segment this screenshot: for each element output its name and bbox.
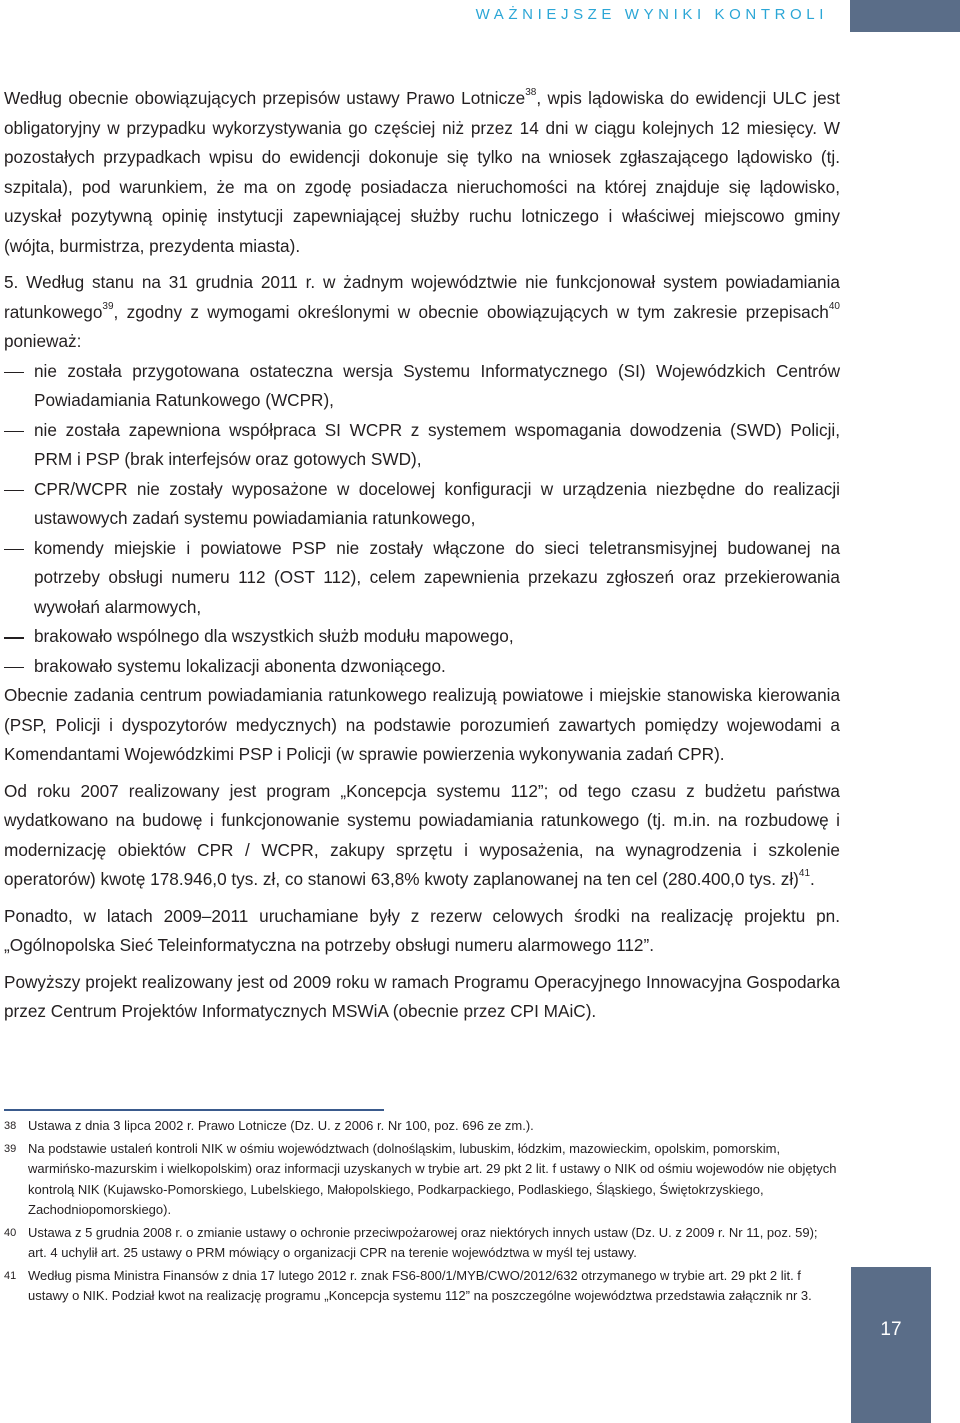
text: , wpis lądowiska do ewidencji ULC jest obligatoryjny w przypadku wykorzystywania go częściej niż przez 14 dni w ciągu kolejnych 12 miesięcy. W pozostałych przypadkach wpisu do ewidencji dokonuje się tylko na wniosek zgłaszającego lądowisko (tj. szpitala), pod warunkiem, że ma on zgodę posiadacza nieruchomości na której znajduje się lądowisko, uzyskał pozytywną opinię instytucji zapewniającej służby ruchu lotniczego i właściwej miejscowo gminy (wójta, burmistrza, prezydenta miasta). (4, 88, 840, 256)
footnote-40 (4, 1223, 838, 1264)
footnote-ref[interactable]: 40 (828, 300, 840, 312)
page-number: 17 (880, 1319, 902, 1340)
paragraph-reserves: Ponadto, w latach 2009–2011 uruchamiane były z rezerw celowych środki na realizację projektu pn. „Ogólnopolska Sieć Teleinformatyczna na potrzeby obsługi numeru alarmowego 112”. (4, 905, 840, 955)
text: 5. Według stanu na 31 grudnia 2011 r. w żadnym województwie nie funkcjonował system powiadamiania ratunkowego (4, 272, 840, 322)
list-item: brakowało wspólnego dla wszystkich służb modułu mapowego, (4, 622, 840, 652)
paragraph-program-112 (4, 777, 840, 895)
list-item: CPR/WCPR nie zostały wyposażone w docelowej konfiguracji w urządzenia niezbędne do realizacji ustawowych zadań systemu powiadamiania ratunkowego, (4, 475, 840, 534)
paragraph-current-tasks: Obecnie zadania centrum powiadamiania ratunkowego realizują powiatowe i miejskie stanowiska kierowania (PSP, Policji i dyspozytorów medycznych) na podstawie porozumień zawartych pomiędzy wojewodami a Komendantami Wojewódzkimi PSP i Policji (w sprawie powierzenia wykonywania zadań CPR). (4, 685, 840, 764)
footnote-ref[interactable]: 38 (525, 87, 537, 99)
footnote-number: 41 (4, 1269, 17, 1282)
footnote-41 (4, 1266, 838, 1307)
paragraph-project: Powyższy projekt realizowany jest od 2009 roku w ramach Programu Operacyjnego Innowacyjna Gospodarka przez Centrum Projektów Informatycznych MSWiA (obecnie przez CPI MAiC). (4, 971, 840, 1021)
footnote-ref[interactable]: 41 (798, 868, 811, 880)
deficiency-list (4, 357, 840, 682)
list-item: nie została zapewniona współpraca SI WCPR z systemem wspomagania dowodzenia (SWD) Policji, PRM i PSP (brak interfejsów oraz gotowych SWD), (4, 416, 840, 475)
footnote-text: Ustawa z dnia 3 lipca 2002 r. Prawo Lotnicze (Dz. U. z 2006 r. Nr 100, poz. 696 ze zm.). (28, 1118, 534, 1133)
footnotes (4, 1116, 838, 1309)
footnote-text: Ustawa z 5 grudnia 2008 r. o zmianie ustawy o ochronie przeciwpożarowej oraz niektórych innych ustaw (Dz. U. z 2009 r. Nr 11, poz. 59); art. 4 uchylił art. 25 ustawy o PRM mówiący o organizacji CPR na terenie województwa w myśl tej ustawy. (28, 1224, 818, 1260)
footnote-text: Według pisma Ministra Finansów z dnia 17 lutego 2012 r. znak FS6-800/1/MYB/CWO/2012/632 otrzymanego w trybie art. 29 pkt 2 lit. f ustawy o NIK. Podział kwot na realizację programu „Koncepcja systemu 112” na poszczególne województwa przedstawia załącznik nr 3. (28, 1267, 812, 1303)
list-item: nie została przygotowana ostateczna wersja Systemu Informatycznego (SI) Wojewódzkich Centrów Powiadamiania Ratunkowego (WCPR), (4, 357, 840, 416)
footnote-number: 40 (4, 1226, 17, 1239)
footnote-ref[interactable]: 39 (102, 300, 114, 312)
paragraph-aviation (4, 84, 840, 261)
text: ponieważ: (4, 331, 82, 351)
list-item: komendy miejskie i powiatowe PSP nie zostały włączone do sieci teletransmisyjnej budowanej na potrzeby obsługi numeru 112 (OST 112), celem zapewnienia przekazu zgłoszeń oraz przekierowania wywołań alarmowych, (4, 534, 840, 623)
text: . (810, 869, 815, 889)
footnote-text: Na podstawie ustaleń kontroli NIK w ośmiu województwach (dolnośląskim, lubuskim, łódzkim, mazowieckim, opolskim, pomorskim, warmińsko-mazurskim i wielkopolskim) oraz informacji uzyskanych w trybie art. 29 pkt 2 lit. f ustawy o NIK od ośmiu wojewodów nie objętych kontrolą NIK (Kujawsko-Pomorskiego, Lubelskiego, Małopolskiego, Podkarpackiego, Podlaskiego, Śląskiego, Świętokrzyskiego, Zachodniopomorskiego). (28, 1140, 837, 1217)
text: Według obecnie obowiązujących przepisów ustawy Prawo Lotnicze (4, 88, 526, 108)
page-number-tab (851, 1267, 931, 1423)
text: Od roku 2007 realizowany jest program „Koncepcja systemu 112”; od tego czasu z budżetu państwa wydatkowano na budowę i funkcjonowanie systemu powiadamiania ratunkowego (tj. m.in. na rozbudowę i modernizację obiektów CPR / WCPR, zakupy sprzętu i wyposażenia, na wynagrodzenia i szkolenie operatorów) kwotę 178.946,0 tys. zł, co stanowi 63,8% kwoty zaplanowanej na ten cel (280.400,0 tys. zł) (4, 780, 840, 889)
paragraph-point-5 (4, 268, 840, 357)
footnote-divider (4, 1109, 384, 1111)
list-item: brakowało systemu lokalizacji abonenta dzwoniącego. (4, 652, 840, 682)
main-content (4, 84, 840, 1027)
running-header: WAŻNIEJSZE WYNIKI KONTROLI (475, 6, 828, 23)
footnote-39 (4, 1139, 838, 1221)
footnote-number: 38 (4, 1120, 17, 1132)
footnote-number: 39 (4, 1142, 17, 1155)
text: , zgodny z wymogami określonymi w obecnie obowiązujących w tym zakresie przepisach (113, 301, 829, 322)
header-tab (850, 0, 960, 32)
footnote-38 (4, 1116, 838, 1137)
